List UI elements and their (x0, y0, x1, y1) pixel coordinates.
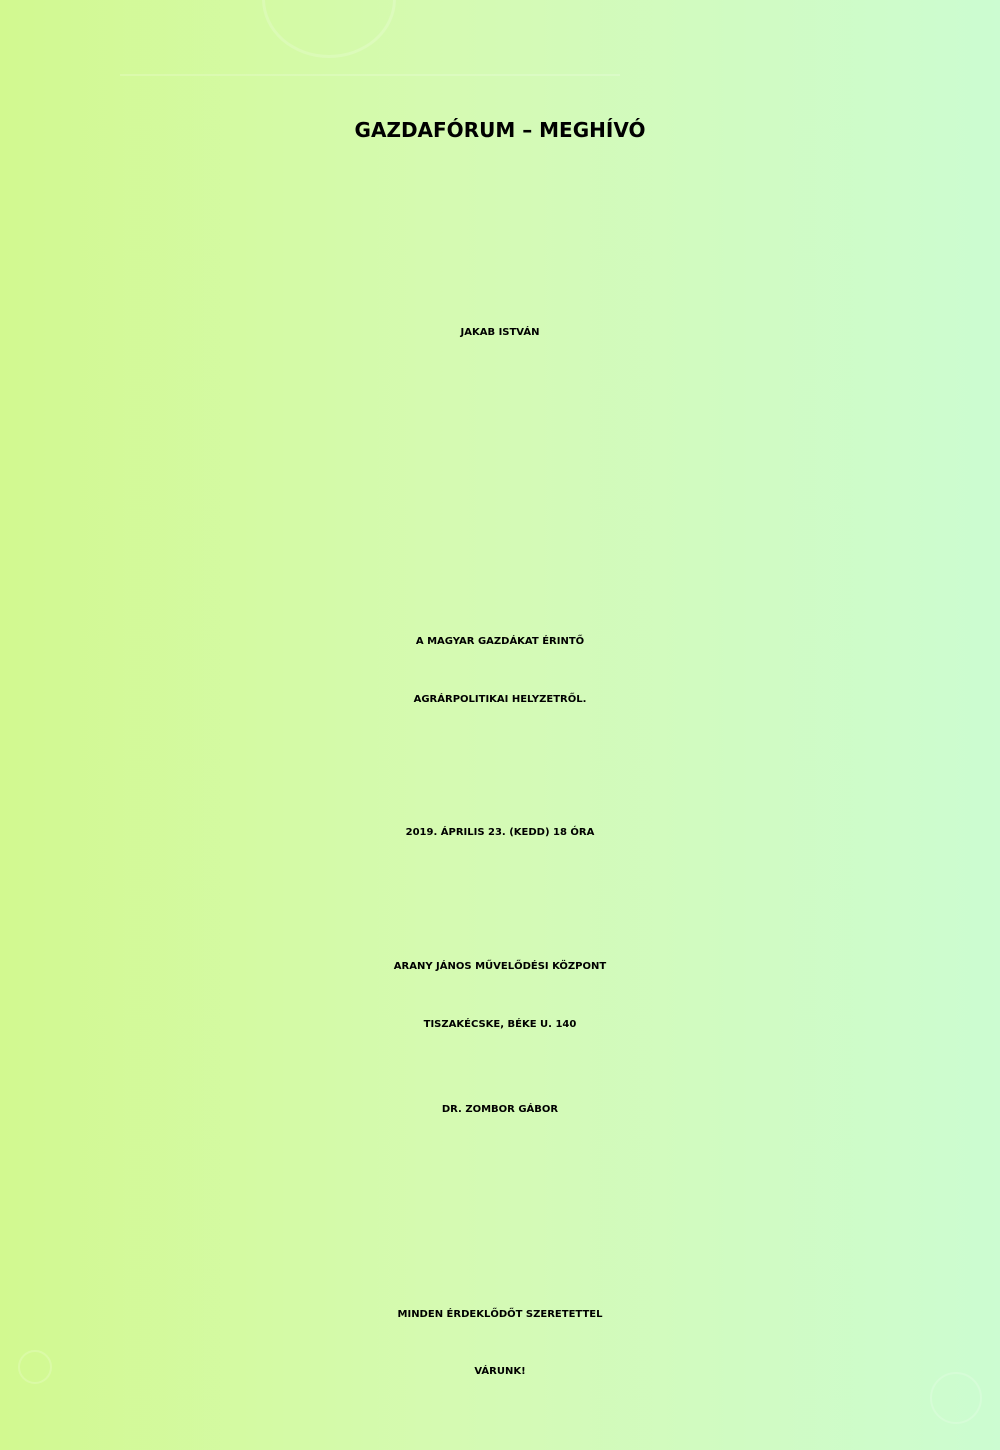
watermark-line (120, 74, 620, 76)
topic-line-2: AGRÁRPOLITIKAI HELYZETRŐL. (413, 694, 587, 705)
host-line (0, 1105, 1000, 1115)
topic-line-1: A MAGYAR GAZDÁKAT ÉRINTŐ (415, 636, 585, 647)
closing-line-1: MINDEN ÉRDEKLŐDŐT SZERETETTEL (397, 1309, 603, 1320)
watermark-circle-bottom-right (930, 1372, 982, 1424)
watermark-circle-top (262, 0, 396, 58)
time-value: 2019. ÁPRILIS 23. (KEDD) 18 ÓRA (405, 827, 595, 838)
place-line-1: ARANY JÁNOS MŰVELŐDÉSI KÖZPONT (393, 961, 607, 972)
place-line-2: TISZAKÉCSKE, BÉKE U. 140 (423, 1019, 577, 1030)
guest-name: JAKAB ISTVÁN (460, 327, 540, 338)
closing-line-2: VÁRUNK! (474, 1366, 526, 1377)
host-name: DR. ZOMBOR GÁBOR (441, 1104, 559, 1115)
page-title: GAZDAFÓRUM – MEGHÍVÓ (354, 118, 646, 142)
